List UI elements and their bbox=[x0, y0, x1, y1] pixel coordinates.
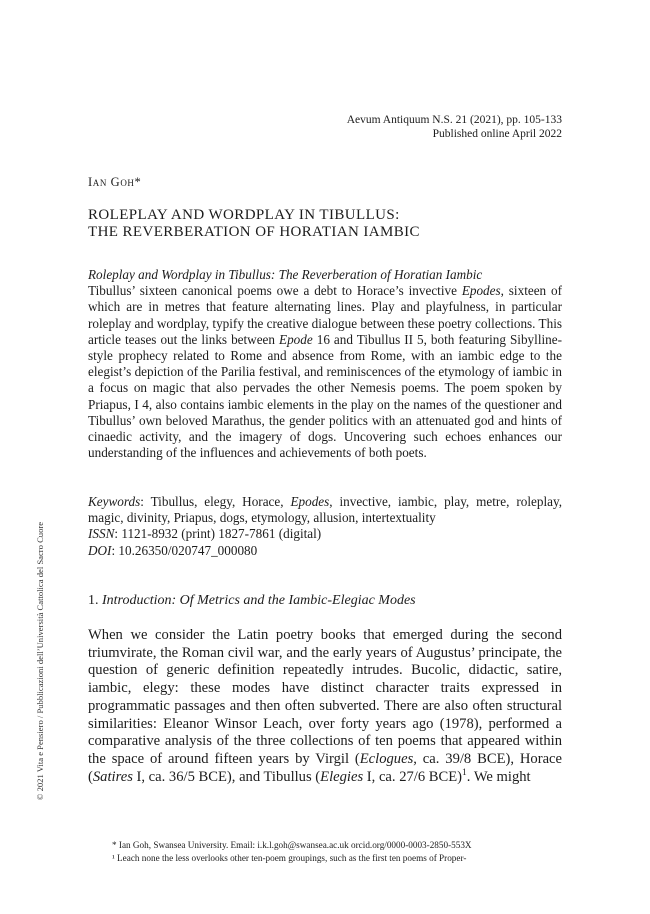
author-line bbox=[88, 175, 141, 190]
article-metadata bbox=[88, 494, 562, 559]
footnote-1: ¹ Leach none the less overlooks other ten-poem groupings, such as the first ten poems of Proper- bbox=[112, 852, 467, 863]
title-line-2: THE REVERBERATION OF HORATIAN IAMBIC bbox=[88, 224, 420, 240]
footnotes bbox=[112, 839, 562, 864]
section-heading bbox=[88, 593, 416, 609]
abstract-text: Tibullus’ sixteen canonical poems owe a debt to Horace’s invective Epodes, sixteen of which are in metres that feature alternating lines. Play and playfulness, in particular roleplay and wordplay, typify the creative dialogue between these poetry collections. This article teases out the links between Epode 16 and Tibullus II 5, both featuring Sibylline-style prophecy related to Rome and absence from Rome, with an iambic edge to the elegist’s depiction of the Parilia festival, and reminiscences of the etymology of iambic in a focus on magic that also pervades the other Nemesis poems. The poem spoken by Priapus, I 4, also contains iambic elements in the play on the names of the questioner and Tibullus’ own beloved Marathus, the gender politics with an attenuated god and hints of cinaedic activity, and the imagery of dogs. Uncovering such echoes enhances our understanding of the influences and achievements of both poets. bbox=[88, 283, 562, 461]
journal-citation: Aevum Antiquum N.S. 21 (2021), pp. 105-133 bbox=[346, 114, 562, 126]
section-title: Introduction: Of Metrics and the Iambic-Elegiac Modes bbox=[102, 593, 416, 608]
doi: DOI: 10.26350/020747_000080 bbox=[88, 542, 258, 558]
abstract-subtitle: Roleplay and Wordplay in Tibullus: The Reverberation of Horatian Iambic bbox=[88, 267, 483, 282]
footnote-ref-1[interactable]: 1 bbox=[462, 767, 467, 778]
author-name: Ian Goh bbox=[88, 175, 135, 189]
copyright-sidebar bbox=[30, 496, 50, 826]
issn: ISSN: 1121-8932 (print) 1827-7861 (digital) bbox=[88, 526, 322, 542]
abstract bbox=[88, 267, 562, 461]
title-line-1: ROLEPLAY AND WORDPLAY IN TIBULLUS: bbox=[88, 207, 400, 223]
footnote-author: * Ian Goh, Swansea University. Email: i.k.l.goh@swansea.ac.uk orcid.org/0000-0003-2850-553X bbox=[112, 840, 472, 850]
copyright-text: © 2021 Vita e Pensiero / Pubblicazioni dell’Università Cattolica del Sacro Cuore bbox=[35, 521, 45, 801]
keywords: Keywords: Tibullus, elegy, Horace, Epodes, invective, iambic, play, metre, roleplay, magic, divinity, Priapus, dogs, etymology, allusion, intertextuality bbox=[88, 494, 562, 526]
author-footnote-marker: * bbox=[134, 175, 142, 189]
publication-date: Published online April 2022 bbox=[432, 128, 562, 140]
journal-header bbox=[347, 113, 562, 141]
body-paragraph: When we consider the Latin poetry books that emerged during the second triumvirate, the Roman civil war, and the early years of Augustus’ principate, the question of generic definition repeatedly intrudes. Bucolic, didactic, satire, iambic, elegy: these modes have distinct character traits expressed in programmatic passages and then often subverted. There are also often structural similarities: Eleanor Winsor Leach, over forty years ago (1978), performed a comparative analysis of the three collections of ten poems that appeared within the space of around fifteen years by Virgil (Eclogues, ca. 39/8 BCE), Horace (Satires I, ca. 36/5 BCE), and Tibullus (Elegies I, ca. 27/6 BCE)$^1$. We might bbox=[88, 627, 563, 785]
article-title bbox=[88, 207, 420, 241]
section-number: 1. bbox=[88, 593, 102, 608]
